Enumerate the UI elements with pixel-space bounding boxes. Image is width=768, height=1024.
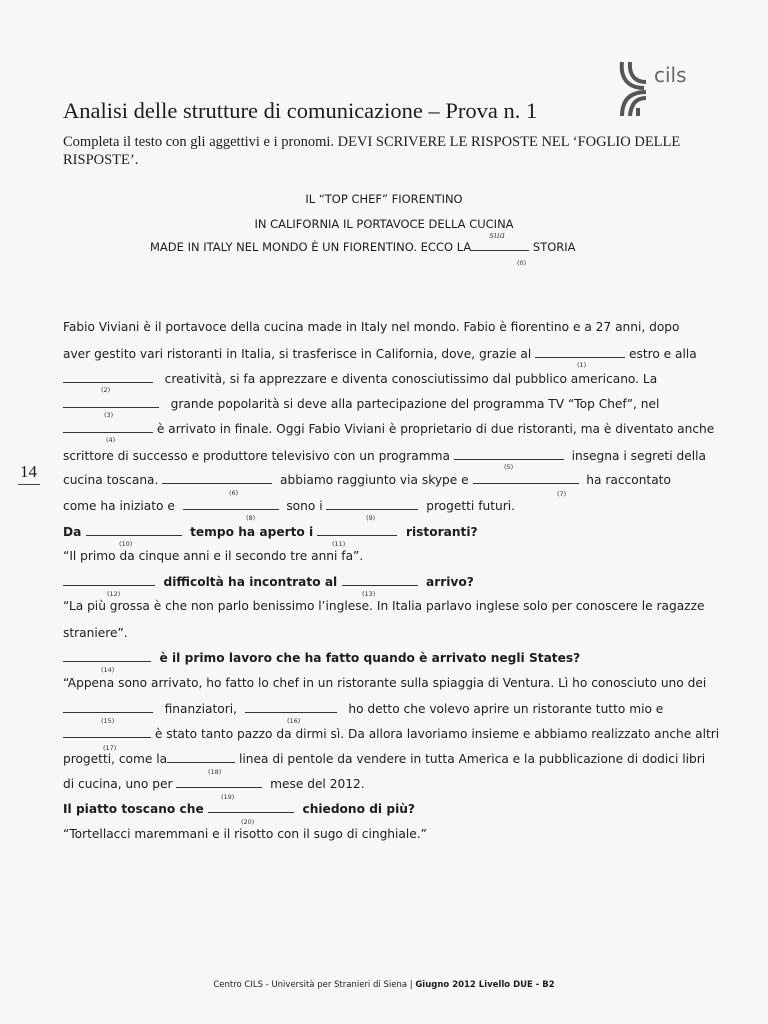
blank-num-13: (13) [362, 590, 376, 598]
blank-num-6: (6) [229, 489, 239, 497]
answer-3-line-1: “Appena sono arrivato, ho fatto lo chef in un ristorante sulla spiaggia di Ventura. Lì ho conosciuto uno dei [63, 676, 707, 690]
cils-logo [616, 58, 716, 118]
footer-bold-text: Giugno 2012 Livello DUE - B2 [415, 980, 555, 990]
blank-num-16: (16) [287, 717, 301, 725]
footer [0, 980, 768, 990]
answer-3-line-4: progetti, come la linea di pentole da vendere in tutta America e la pubblicazione di dodici libri [63, 752, 706, 766]
answer-blank-14[interactable] [63, 651, 151, 662]
answer-2-line-2: straniere”. [63, 626, 128, 640]
text-line-4: grande popolarità si deve alla partecipazione del programma TV “Top Chef”, nel [63, 397, 659, 411]
answer-4: “Tortellacci maremmani e il risotto con il sugo di cinghiale.” [63, 827, 427, 841]
answer-blank-6[interactable] [162, 473, 272, 484]
answer-3-line-2: finanziatori, ho detto che volevo aprire un ristorante tutto mio e [63, 702, 663, 716]
blank-num-11: (11) [332, 540, 346, 548]
blank-num-18: (18) [208, 768, 222, 776]
logo-text: cils [654, 63, 687, 87]
text-line-7: cucina toscana. abbiamo raggiunto via skype e ha raccontato [63, 473, 671, 487]
headline-line-3 [150, 231, 576, 254]
blank-num-3: (3) [104, 411, 114, 419]
blank-num-15: (15) [101, 717, 115, 725]
answer-blank-19[interactable] [176, 777, 262, 788]
question-2: difficoltà ha incontrato al arrivo? [63, 575, 474, 589]
headline-line-1: IL “TOP CHEF” FIORENTINO [305, 192, 463, 206]
instructions: Completa il testo con gli aggettivi e i pronomi. DEVI SCRIVERE LE RISPOSTE NEL ‘FOGLIO DELLE RISPOSTE’. [63, 134, 681, 168]
answer-3-line-5: di cucina, uno per mese del 2012. [63, 777, 365, 791]
text-line-8: come ha iniziato e sono i progetti futuri. [63, 499, 515, 513]
answer-blank-8[interactable] [183, 499, 279, 510]
footer-text: Centro CILS - Università per Stranieri di Siena | [213, 980, 416, 990]
text-line-2: aver gestito vari ristoranti in Italia, si trasferisce in California, dove, grazie al estro e alla [63, 347, 697, 361]
text-line-5: è arrivato in finale. Oggi Fabio Viviani è proprietario di due ristoranti, ma è diventato anche [63, 422, 714, 436]
blank-num-17: (17) [103, 744, 117, 752]
answer-blank-12[interactable] [63, 575, 155, 586]
answer-1: “Il primo da cinque anni e il secondo tre anni fa”. [63, 549, 364, 563]
answer-blank-15[interactable] [63, 702, 153, 713]
question-3: è il primo lavoro che ha fatto quando è arrivato negli States? [63, 651, 580, 665]
answer-blank-10[interactable] [86, 525, 182, 536]
answer-blank-13[interactable] [342, 575, 418, 586]
answer-3-line-3: è stato tanto pazzo da dirmi sì. Da allora lavoriamo insieme e abbiamo realizzato anche altri [63, 727, 719, 741]
blank-num-19: (19) [221, 793, 235, 801]
question-4: Il piatto toscano che chiedono di più? [63, 802, 415, 816]
blank-num-8: (8) [246, 514, 256, 522]
answer-blank-11[interactable] [317, 525, 397, 536]
answer-blank-18[interactable] [167, 752, 235, 763]
answer-blank-5[interactable] [454, 449, 564, 460]
answer-blank-7[interactable] [473, 473, 579, 484]
example-blank [471, 231, 529, 251]
headline-line-3-end: STORIA [532, 240, 576, 254]
blank-num-4: (4) [106, 436, 116, 444]
blank-num-9: (9) [366, 514, 376, 522]
question-1: Da tempo ha aperto i ristoranti? [63, 525, 478, 539]
page-title: Analisi delle strutture di comunicazione – Prova n. 1 [63, 98, 538, 123]
text-line-6: scrittore di successo e produttore televisivo con un programma insegna i segreti della [63, 449, 706, 463]
answer-blank-4[interactable] [63, 422, 153, 433]
answer-blank-9[interactable] [326, 499, 418, 510]
answer-blank-20[interactable] [208, 802, 294, 813]
answer-blank-2[interactable] [63, 372, 153, 383]
blank-num-2: (2) [101, 386, 111, 394]
text-line-1: Fabio Viviani è il portavoce della cucina made in Italy nel mondo. Fabio è fiorentino e a 27 anni, dopo [63, 320, 680, 334]
blank-num-5: (5) [504, 463, 514, 471]
blank-num-1: (1) [577, 361, 587, 369]
answer-blank-16[interactable] [245, 702, 337, 713]
headline-line-2: IN CALIFORNIA IL PORTAVOCE DELLA CUCINA [254, 217, 514, 231]
page-number: 14 [20, 462, 37, 481]
answer-2-line-1: “La più grossa è che non parlo benissimo l’inglese. In Italia parlavo inglese solo per conoscere le ragazze [63, 599, 705, 613]
blank-num-12: (12) [107, 590, 121, 598]
answer-blank-3[interactable] [63, 397, 159, 408]
blank-num-7: (7) [557, 490, 567, 498]
page-number-underline [18, 484, 40, 485]
example-num: (0) [517, 259, 527, 267]
blank-num-14: (14) [101, 666, 115, 674]
blank-num-10: (10) [119, 540, 133, 548]
blank-num-20: (20) [241, 818, 255, 826]
answer-blank-1[interactable] [535, 347, 625, 358]
example-answer: sua [489, 231, 506, 241]
headline-line-3-text: MADE IN ITALY NEL MONDO È UN FIORENTINO. ECCO LA [150, 240, 472, 254]
text-line-3: creatività, si fa apprezzare e diventa conosciutissimo dal pubblico americano. La [63, 372, 657, 386]
answer-blank-17[interactable] [63, 727, 151, 738]
